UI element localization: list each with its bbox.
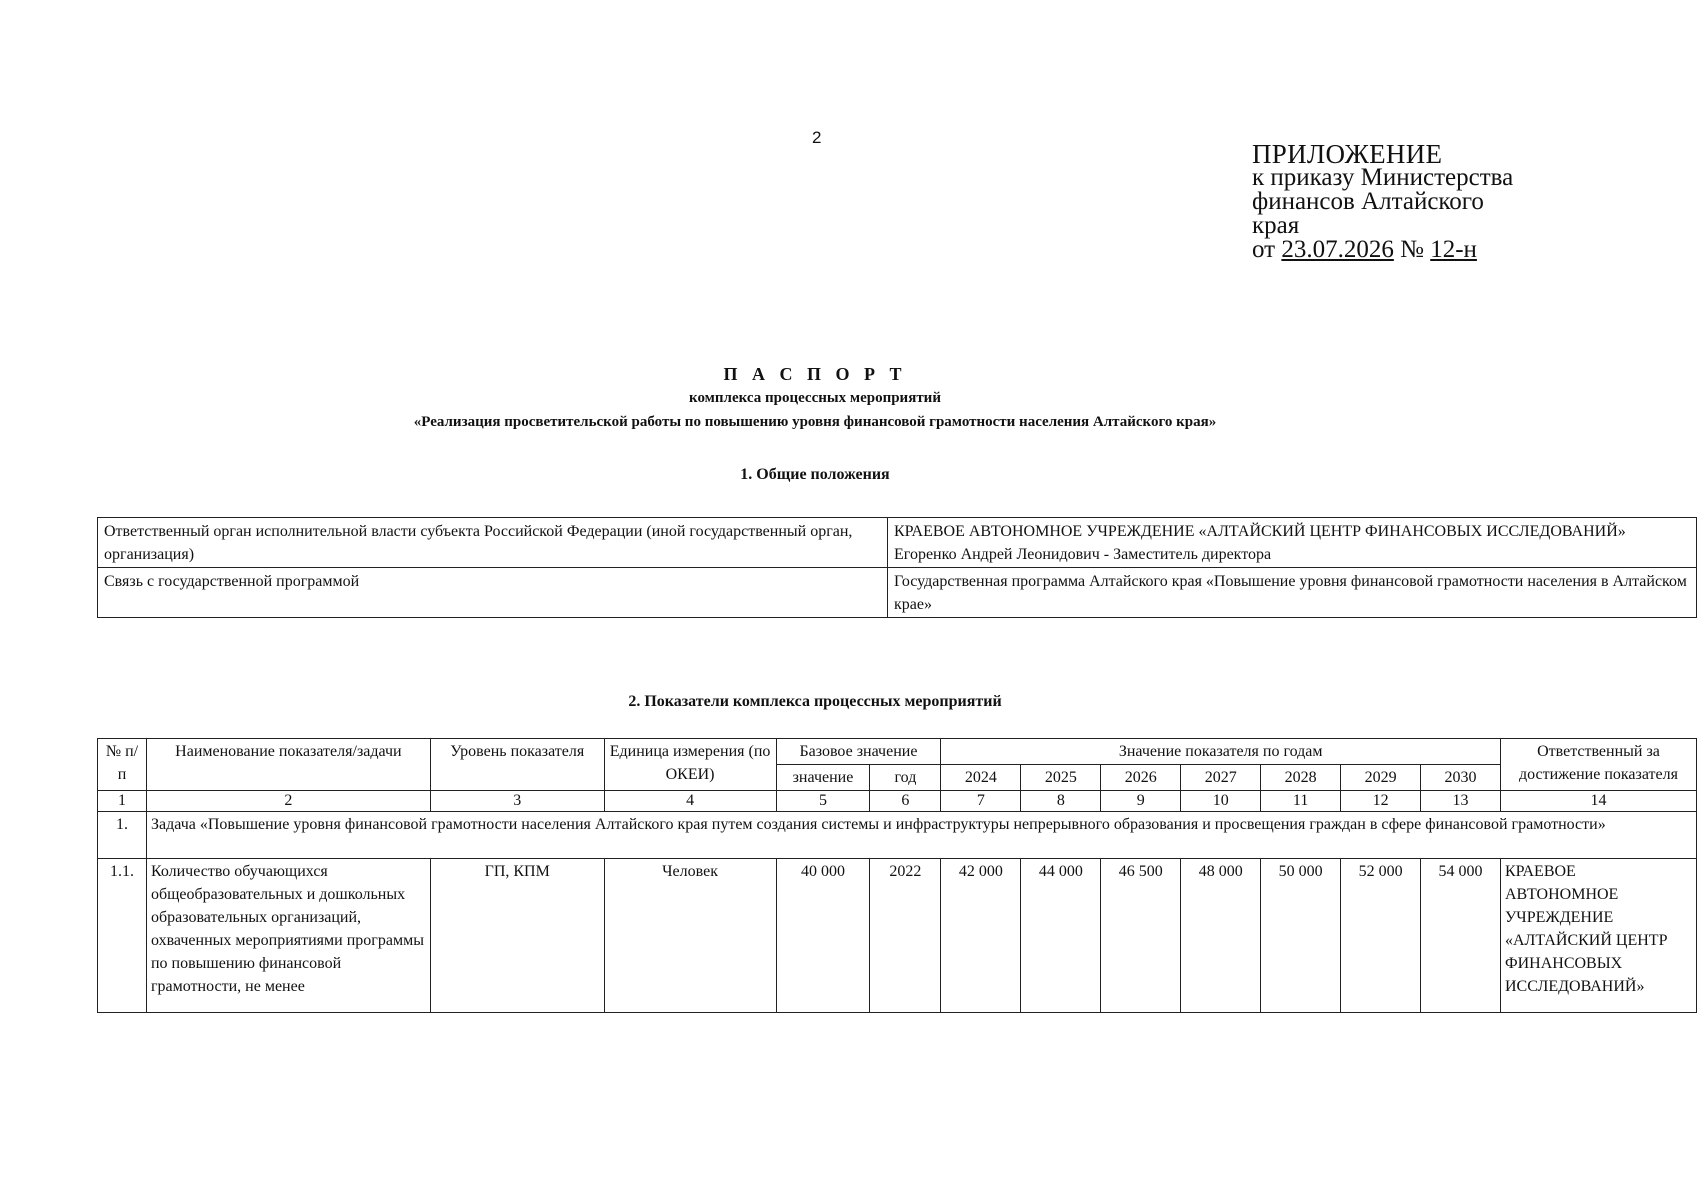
general-label: Связь с государственной программой bbox=[98, 568, 888, 618]
order-date: 23.07.2026 bbox=[1281, 236, 1394, 263]
general-row bbox=[98, 568, 1697, 618]
indicator-responsible: КРАЕВОЕ АВТОНОМНОЕ УЧРЕЖДЕНИЕ «АЛТАЙСКИЙ ЦЕНТР ФИНАНСОВЫХ ИССЛЕДОВАНИЙ» bbox=[1500, 859, 1696, 1013]
general-value bbox=[888, 568, 1697, 618]
indicator-base-value: 40 000 bbox=[776, 859, 870, 1013]
responsible-organization: КРАЕВОЕ АВТОНОМНОЕ УЧРЕЖДЕНИЕ «АЛТАЙСКИЙ ЦЕНТР ФИНАНСОВЫХ ИССЛЕДОВАНИЙ» bbox=[894, 523, 1626, 540]
header-num: № п/п bbox=[98, 739, 147, 791]
appendix-title: ПРИЛОЖЕНИЕ bbox=[1252, 139, 1443, 169]
passport-name: «Реализация просветительской работы по повышению уровня финансовой грамотности населения Алтайского края» bbox=[413, 414, 1217, 430]
column-number: 12 bbox=[1341, 791, 1421, 812]
responsible-person: Егоренко Андрей Леонидович - Заместитель директора bbox=[894, 546, 1272, 563]
appendix-line-1: к приказу Министерства bbox=[1252, 164, 1514, 191]
task-number: 1. bbox=[98, 812, 147, 859]
state-program: Государственная программа Алтайского края «Повышение уровня финансовой грамотности населения в Алтайском крае» bbox=[894, 573, 1687, 613]
appendix-date-line bbox=[1252, 238, 1513, 262]
appendix-block bbox=[1252, 139, 1514, 263]
header-year: 2024 bbox=[941, 765, 1021, 791]
header-by-years: Значение показателя по годам bbox=[941, 739, 1501, 765]
column-number: 10 bbox=[1181, 791, 1261, 812]
indicator-value-2026: 46 500 bbox=[1101, 859, 1181, 1013]
column-number: 5 bbox=[776, 791, 870, 812]
column-number: 13 bbox=[1421, 791, 1501, 812]
column-number: 6 bbox=[870, 791, 941, 812]
header-base-year: год bbox=[870, 765, 941, 791]
date-prefix: от bbox=[1252, 236, 1276, 263]
header-year: 2025 bbox=[1021, 765, 1101, 791]
page-number: 2 bbox=[812, 128, 822, 147]
general-provisions-table bbox=[97, 517, 1697, 618]
passport-subtitle: комплекса процессных мероприятий bbox=[689, 390, 941, 406]
header-year: 2026 bbox=[1101, 765, 1181, 791]
task-text: Задача «Повышение уровня финансовой грамотности населения Алтайского края путем создания системы и инфраструктуры непрерывного образования и просвещения граждан в сфере финансовой грамотности» bbox=[146, 812, 1696, 859]
indicator-row bbox=[98, 859, 1697, 1013]
indicator-value-2024: 42 000 bbox=[941, 859, 1021, 1013]
header-year: 2028 bbox=[1261, 765, 1341, 791]
section-2-title: 2. Показатели комплекса процессных мероприятий bbox=[628, 693, 1002, 710]
general-label: Ответственный орган исполнительной власти субъекта Российской Федерации (иной государственный орган, организация) bbox=[98, 518, 888, 568]
number-sign: № bbox=[1400, 236, 1424, 263]
general-row bbox=[98, 518, 1697, 568]
task-row bbox=[98, 812, 1697, 859]
header-year: 2029 bbox=[1341, 765, 1421, 791]
column-number: 4 bbox=[604, 791, 776, 812]
indicator-base-year: 2022 bbox=[870, 859, 941, 1013]
indicator-value-2025: 44 000 bbox=[1021, 859, 1101, 1013]
column-number: 7 bbox=[941, 791, 1021, 812]
indicator-number: 1.1. bbox=[98, 859, 147, 1013]
header-row bbox=[98, 739, 1697, 765]
column-number: 14 bbox=[1500, 791, 1696, 812]
column-number: 9 bbox=[1101, 791, 1181, 812]
indicator-value-2027: 48 000 bbox=[1181, 859, 1261, 1013]
header-base-value: значение bbox=[776, 765, 870, 791]
header-level: Уровень показателя bbox=[430, 739, 604, 791]
indicator-value-2028: 50 000 bbox=[1261, 859, 1341, 1013]
column-number: 2 bbox=[146, 791, 430, 812]
column-number: 8 bbox=[1021, 791, 1101, 812]
appendix-line-3: края bbox=[1252, 212, 1300, 239]
section-1-title: 1. Общие положения bbox=[740, 466, 890, 483]
indicator-value-2030: 54 000 bbox=[1421, 859, 1501, 1013]
indicators-table bbox=[97, 738, 1697, 1013]
indicator-unit: Человек bbox=[604, 859, 776, 1013]
column-number: 1 bbox=[98, 791, 147, 812]
header-year: 2027 bbox=[1181, 765, 1261, 791]
header-base: Базовое значение bbox=[776, 739, 941, 765]
header-responsible: Ответственный за достижение показателя bbox=[1500, 739, 1696, 791]
header-unit: Единица измерения (по ОКЕИ) bbox=[604, 739, 776, 791]
header-name: Наименование показателя/задачи bbox=[146, 739, 430, 791]
passport-title: П А С П О Р Т bbox=[723, 364, 907, 384]
column-numbers-row bbox=[98, 791, 1697, 812]
header-year: 2030 bbox=[1421, 765, 1501, 791]
general-value bbox=[888, 518, 1697, 568]
indicator-level: ГП, КПМ bbox=[430, 859, 604, 1013]
order-number: 12-н bbox=[1430, 236, 1477, 263]
column-number: 3 bbox=[430, 791, 604, 812]
indicator-name: Количество обучающихся общеобразовательных и дошкольных образовательных организаций, охваченных мероприятиями программы по повышению финансовой грамотности, не менее bbox=[146, 859, 430, 1013]
indicator-value-2029: 52 000 bbox=[1341, 859, 1421, 1013]
column-number: 11 bbox=[1261, 791, 1341, 812]
appendix-line-2: финансов Алтайского bbox=[1252, 188, 1484, 215]
